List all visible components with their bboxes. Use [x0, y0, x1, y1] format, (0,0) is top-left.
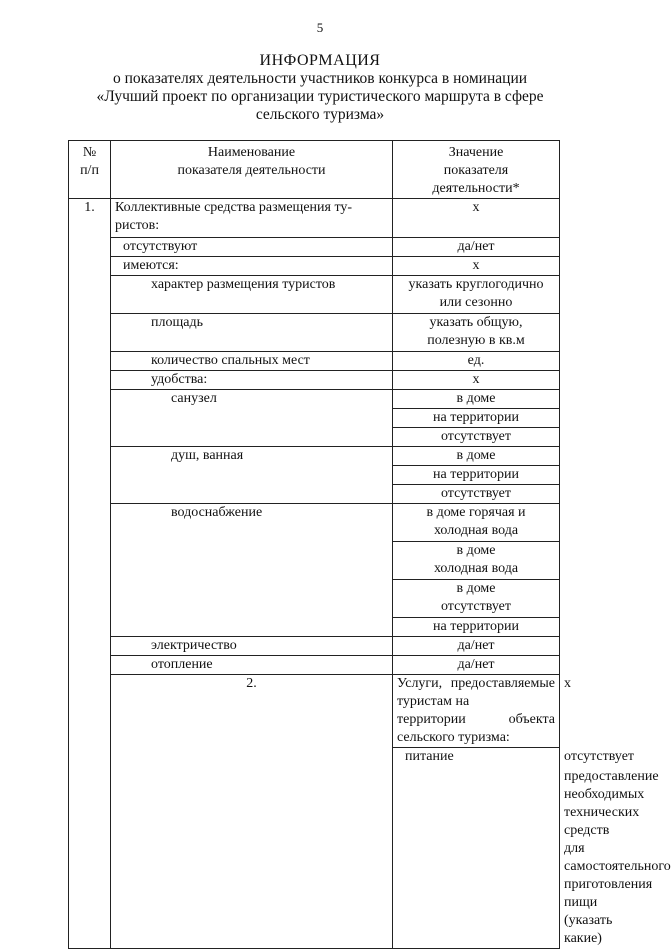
- value-cell: на территории: [393, 466, 560, 485]
- title-line-4: сельского туризма»: [255, 106, 385, 123]
- value-line: холодная вода: [433, 523, 519, 538]
- value-line: в доме горячая и: [426, 505, 526, 520]
- table-row: питание отсутствует: [69, 748, 560, 768]
- indicator-name: количество спальных мест: [111, 352, 393, 371]
- table-header-row: [69, 141, 560, 199]
- indicator-name: отопление: [111, 656, 393, 675]
- indicator-name: электричество: [111, 637, 393, 656]
- header-value-line: деятельности*: [432, 181, 520, 196]
- title-heading: ИНФОРМАЦИЯ: [259, 52, 381, 69]
- header-name: [111, 141, 393, 199]
- section-title: [111, 199, 393, 238]
- value-cell: [393, 580, 560, 618]
- table-row: [69, 504, 560, 542]
- header-name-line: показателя деятельности: [177, 163, 326, 178]
- value-cell: ед.: [393, 352, 560, 371]
- row-number: 2.: [111, 675, 393, 949]
- indicator-name: душ, ванная: [111, 447, 393, 504]
- value-cell: да/нет: [393, 637, 560, 656]
- table-row: [69, 390, 560, 409]
- value-cell: х: [393, 371, 560, 390]
- value-line: холодная вода: [433, 561, 519, 576]
- section-title-line: Услуги, предоставляемые туристам на: [397, 676, 555, 709]
- header-number: [69, 141, 111, 199]
- value-cell: на территории: [393, 618, 560, 637]
- value-line: в доме: [456, 581, 496, 596]
- table-row: [69, 314, 560, 352]
- section-title-line: Коллективные средства размещения ту-: [115, 200, 353, 215]
- indicator-name: отсутствуют: [111, 238, 393, 257]
- table-row: [69, 447, 560, 466]
- header-value-line: Значение: [448, 145, 504, 160]
- header-number-line: №: [82, 145, 97, 160]
- value-cell: [393, 542, 560, 580]
- table-row: [69, 637, 560, 656]
- value-cell: да/нет: [393, 656, 560, 675]
- indicator-name: площадь: [111, 314, 393, 352]
- table-row: [69, 656, 560, 675]
- value-cell: [393, 276, 560, 314]
- section-title: [393, 675, 560, 748]
- row-number: 1.: [69, 199, 111, 949]
- value-cell: да/нет: [393, 238, 560, 257]
- section-title-line: ристов:: [115, 218, 160, 233]
- header-number-line: п/п: [80, 163, 99, 178]
- title-line-3: «Лучший проект по организации туристического маршрута в сфере: [96, 88, 544, 105]
- value-cell: х: [393, 257, 560, 276]
- header-value: [393, 141, 560, 199]
- indicator-name: удобства:: [111, 371, 393, 390]
- indicator-name: питание: [393, 748, 560, 949]
- table-row: [69, 352, 560, 371]
- table-row: [69, 238, 560, 257]
- value-cell: в доме: [393, 390, 560, 409]
- section-title-line: территории объекта сельского туризма:: [397, 712, 555, 745]
- page-number: 5: [316, 20, 324, 35]
- value-line: отсутствует: [440, 599, 512, 614]
- table-row: [69, 199, 560, 238]
- table-row: [69, 257, 560, 276]
- value-line: в доме: [456, 543, 496, 558]
- value-cell: отсутствует: [393, 485, 560, 504]
- indicator-name: имеются:: [111, 257, 393, 276]
- header-name-line: Наименование: [207, 145, 296, 160]
- table-row: 2. Услуги, предоставляемые туристам на территории объекта сельского туризма: х: [69, 675, 560, 748]
- indicator-name: характер размещения туристов: [111, 276, 393, 314]
- value-cell: на территории: [393, 409, 560, 428]
- document-title: [0, 52, 640, 124]
- value-line: указать общую,: [429, 315, 523, 330]
- value-cell: отсутствует: [393, 428, 560, 447]
- header-value-line: показателя: [443, 163, 509, 178]
- value-cell: [393, 314, 560, 352]
- indicator-name: санузел: [111, 390, 393, 447]
- value-line: полезную в кв.м: [427, 333, 525, 348]
- indicator-name: водоснабжение: [111, 504, 393, 637]
- table-row: [69, 276, 560, 314]
- indicators-table: [68, 140, 671, 949]
- value-line: указать круглогодично: [408, 277, 544, 292]
- value-cell: х: [393, 199, 560, 238]
- value-cell: [393, 504, 560, 542]
- table-row: предоставление необходимых технических средств для самостоятельного приготовления пищи (указать какие): [564, 769, 671, 946]
- value-line: или сезонно: [439, 295, 513, 310]
- title-line-2: о показателях деятельности участников конкурса в номинации: [112, 70, 528, 87]
- table-row: [69, 371, 560, 390]
- value-cell: в доме: [393, 447, 560, 466]
